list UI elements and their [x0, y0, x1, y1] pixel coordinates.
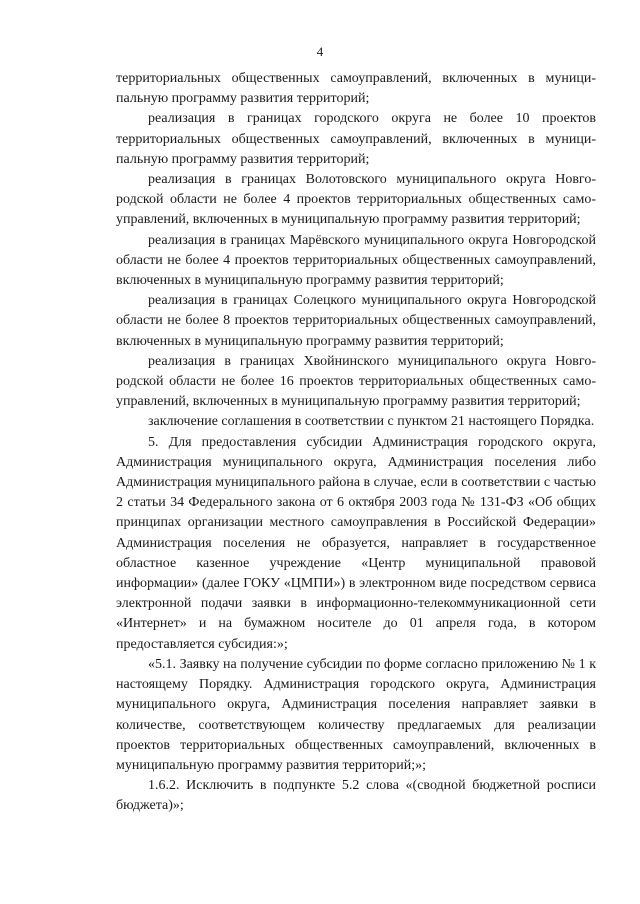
paragraph-volotovsky: реализация в границах Волотовского муниципального округа Новгородской области не более 4 проектов территориальных общественных самоуправлений, включенных в муниципальную программу развития территорий; [116, 172, 596, 228]
paragraph-city-district: реализация в границах городского округа не более 10 проектов территориальных общественных самоуправлений, включенных в муниципальную программу развития территорий; [116, 111, 596, 167]
paragraph-khvoyninsky: реализация в границах Хвойнинского муниципального округа Новгородской области не более 16 проектов территориальных общественных самоуправлений, включенных в муниципальную программу развития территорий; [116, 353, 596, 410]
paragraph-marevsky: реализация в границах Марёвского муниципального округа Новгородской области не более 4 проектов территориальных общественных самоуправлений, включенных в муниципальную программу развития территорий; [116, 232, 596, 289]
page-number: 4 [316, 44, 324, 59]
paragraph-item-5: 5. Для предоставления субсидии Администрация городского округа, Администрация муниципального округа, Администрация поселения либо Администрация муниципального района в случае, если в соответствии с частью 2 статьи 34 Федерального закона от 6 октября 2003 года № 131-ФЗ «Об общих принципах организации местного самоуправления в Российской Федерации» Администрация поселения не образуется, направляет в государственное областное казенное учреждение «Центр муниципальной правовой информации» (далее ГОКУ «ЦМПИ») в электронном виде посредством сервиса электронной подачи заявки в информационно-телекоммуникационной сети «Интернет» и на бумажном носителе до 01 апреля года, в котором предоставляется субсидия:»; [116, 434, 596, 652]
paragraph-soletsky: реализация в границах Солецкого муниципального округа Новгородской области не более 8 проектов территориальных общественных самоуправлений, включенных в муниципальную программу развития территорий; [116, 293, 596, 349]
paragraph-agreement: заключение соглашения в соответствии с пунктом 21 настоящего Порядка. [148, 414, 595, 430]
paragraph-item-5-1: «5.1. Заявку на получение субсидии по форме согласно приложению № 1 к настоящему Порядку. Администрация городского округа, Администрация муниципального округа, Администрация поселения направляет заявки в количестве, соответствующем количеству предлагаемых для реализации проектов территориальных общественных самоуправлений, включенных в муниципальную программу развития территорий;»; [116, 656, 596, 773]
paragraph-continuation: территориальных общественных самоуправлений, включенных в муниципальную программу развития территорий; [116, 71, 596, 107]
document-body [116, 69, 596, 817]
paragraph-item-1-6-2: 1.6.2. Исключить в подпункте 5.2 слова «(сводной бюджетной росписи бюджета)»; [116, 778, 596, 814]
